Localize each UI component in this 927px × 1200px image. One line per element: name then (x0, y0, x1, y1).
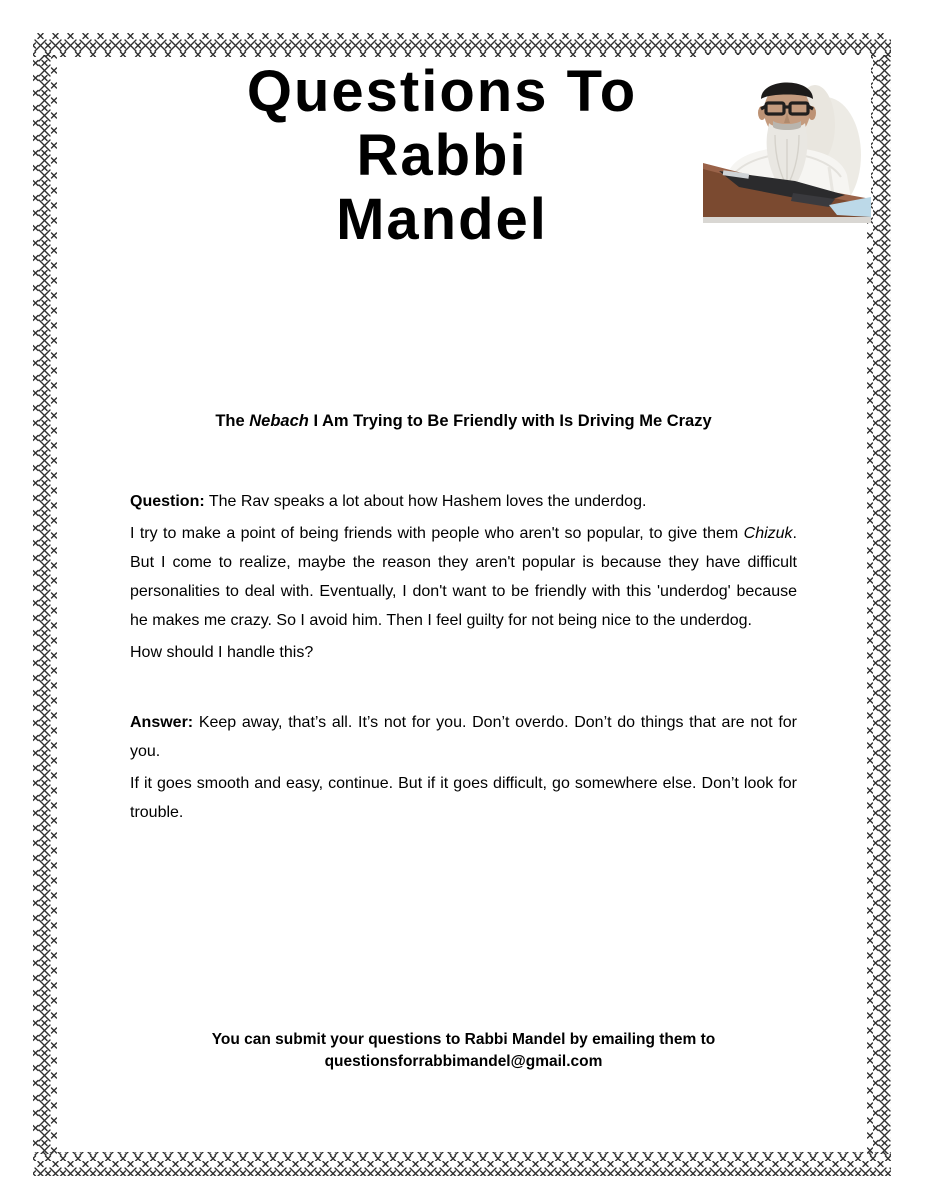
answer-paragraph-1 (130, 708, 797, 766)
page-title (132, 60, 752, 252)
question-followup-paragraph: How should I handle this? (130, 644, 314, 661)
submission-email: questionsforrabbimandel@gmail.com (324, 1052, 603, 1070)
article-body (130, 487, 797, 830)
answer-paragraph-2: If it goes smooth and easy, continue. But if it goes difficult, go somewhere else. Don’t look for trouble. (130, 775, 797, 821)
subtitle-pre: The (215, 412, 250, 430)
question-body-italic-term: Chizuk (743, 525, 793, 542)
title-line-2: Rabbi (356, 123, 528, 188)
question-label: Question: (130, 493, 205, 510)
answer-label: Answer: (130, 714, 194, 731)
submission-note-line: You can submit your questions to Rabbi Mandel by emailing them to (211, 1031, 716, 1048)
article-subtitle (130, 410, 797, 432)
question-body-pre: I try to make a point of being friends with people who aren't so popular, to give them (130, 525, 744, 542)
submission-note (130, 1029, 797, 1072)
title-line-3: Mandel (336, 187, 548, 252)
answer-text-1: Keep away, that’s all. It’s not for you. Don’t overdo. Don’t do things that are not for you. (130, 714, 797, 760)
question-intro-paragraph (130, 487, 797, 516)
question-intro-text: The Rav speaks a lot about how Hashem loves the underdog. (204, 493, 647, 510)
question-body-paragraph (130, 519, 797, 635)
question-body-post: . But I come to realize, maybe the reason they aren't popular is because they have difficult personalities to deal with. Eventually, I don't want to be friendly with this 'underdog' because he makes me crazy. So I avoid him. Then I feel guilty for not being nice to the underdog. (130, 525, 797, 629)
subtitle-post: I Am Trying to Be Friendly with Is Driving Me Crazy (308, 412, 712, 430)
rabbi-mandel-photo (703, 55, 871, 223)
title-line-1: Questions To (246, 59, 638, 124)
subtitle-italic-term: Nebach (249, 412, 309, 430)
